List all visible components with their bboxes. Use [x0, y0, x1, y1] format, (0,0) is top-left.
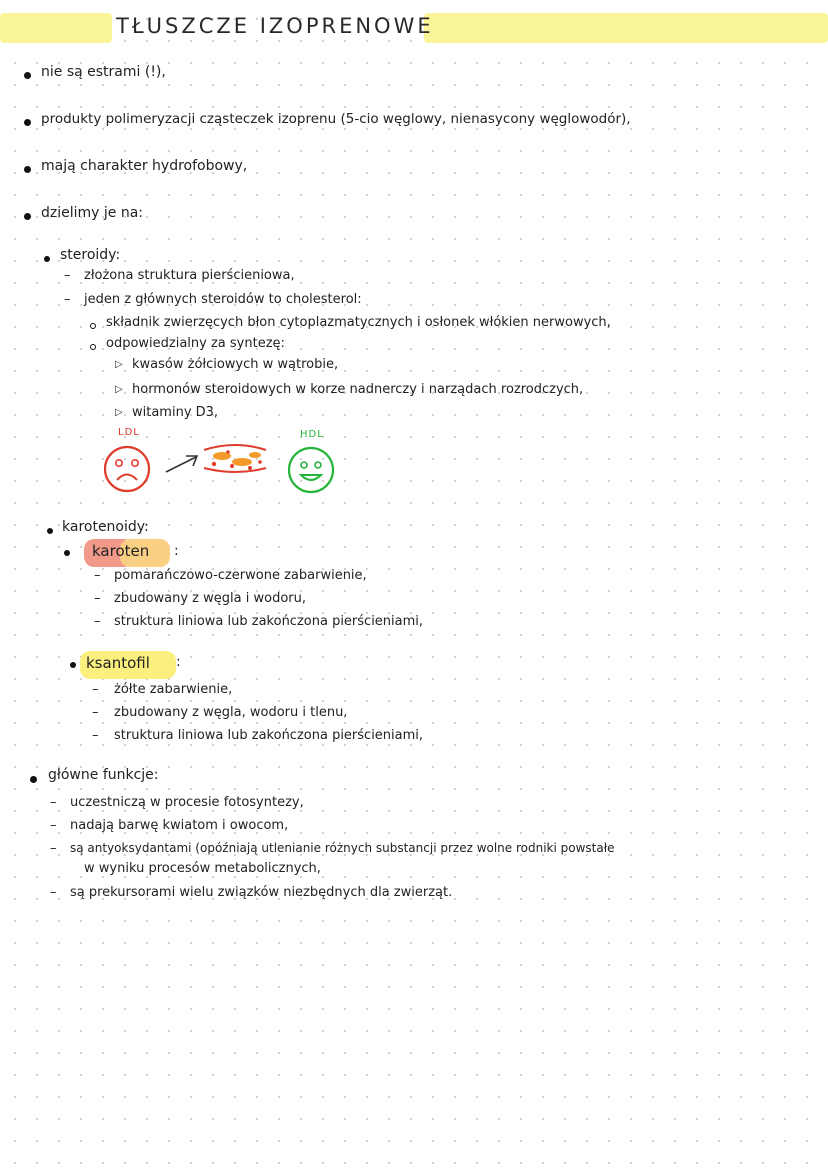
carotenoids-heading: karotenoidy: [62, 519, 149, 535]
dash: – [50, 818, 57, 833]
karoten-composition: zbudowany z węgla i wodoru, [114, 591, 306, 606]
title-highlight-right [424, 13, 828, 43]
function-photosynthesis: uczestniczą w procesie fotosyntezy, [70, 795, 304, 810]
triangle-bullet-icon: ▷ [115, 384, 123, 395]
bullet-dot [64, 550, 70, 556]
triangle-bullet-icon: ▷ [115, 359, 123, 370]
karoten-structure: struktura liniowa lub zakończona pierścieniami, [114, 614, 424, 629]
function-antioxidants-cont: w wyniku procesów metabolicznych, [84, 861, 321, 876]
bullet-isoprene-polymerization: produkty polimeryzacji cząsteczek izoprenu (5-cio węglowy, nienasycony węglowodór), [41, 111, 631, 127]
bullet-dot [24, 119, 31, 126]
dash: – [92, 705, 99, 720]
clogged-artery-icon [200, 442, 270, 476]
dash: – [94, 614, 101, 629]
steroids-ring-structure: złożona struktura pierścieniowa, [84, 268, 295, 283]
function-color: nadają barwę kwiatom i owocom, [70, 818, 289, 833]
triangle-bullet-icon: ▷ [115, 407, 123, 418]
synthesis-bile-acids: kwasów żółciowych w wątrobie, [132, 357, 339, 372]
dash: – [50, 885, 57, 900]
karoten-color: pomarańczowo-czerwone zabarwienie, [114, 568, 367, 583]
dash: – [94, 591, 101, 606]
happy-face-icon [286, 445, 336, 495]
synthesis-vitamin-d3: witaminy D3, [132, 405, 219, 420]
functions-heading: główne funkcje: [48, 767, 159, 783]
dash: – [64, 292, 71, 307]
dash: – [50, 795, 57, 810]
bullet-dot [24, 72, 31, 79]
steroids-cholesterol: jeden z głównych steroidów to cholesterol: [84, 292, 362, 307]
bullet-dot [70, 662, 76, 668]
bullet-dot [30, 776, 37, 783]
bullet-dot [24, 213, 31, 220]
dash: – [92, 682, 99, 697]
title-highlight-left [0, 13, 112, 43]
bullet-hydrophobic: mają charakter hydrofobowy, [41, 158, 248, 174]
dash: – [94, 568, 101, 583]
bullet-dot [47, 528, 53, 534]
karoten-colon: : [174, 543, 179, 559]
hdl-label: HDL [300, 429, 324, 440]
function-antioxidants: są antyoksydantami (opóźniają utlenianie różnych substancji przez wolne rodniki powstałe [70, 841, 615, 855]
karoten-name: karoten [92, 542, 150, 560]
ldl-label: LDL [118, 427, 140, 438]
ring-bullet [90, 323, 96, 329]
dash: – [64, 268, 71, 283]
dash: – [92, 728, 99, 743]
bullet-divided-into: dzielimy je na: [41, 205, 144, 221]
ring-bullet [90, 344, 96, 350]
ksantofil-name: ksantofil [86, 654, 150, 672]
bullet-dot [24, 166, 31, 173]
sad-face-icon [102, 444, 152, 494]
arrow-icon [162, 452, 202, 476]
steroids-heading: steroidy: [60, 247, 121, 263]
synthesis-steroid-hormones: hormonów steroidowych w korze nadnerczy i narządach rozrodczych, [132, 382, 584, 397]
ksantofil-structure: struktura liniowa lub zakończona pierścieniami, [114, 728, 424, 743]
ksantofil-colon: : [176, 654, 181, 670]
bullet-dot [44, 256, 50, 262]
dash: – [50, 841, 57, 856]
ksantofil-color: żółte zabarwienie, [114, 682, 233, 697]
cholesterol-synthesis: odpowiedzialny za syntezę: [106, 336, 285, 351]
page-title: TŁUSZCZE IZOPRENOWE [116, 14, 434, 38]
cholesterol-membranes: składnik zwierzęcych błon cytoplazmatycznych i osłonek włókien nerwowych, [106, 315, 611, 330]
ksantofil-composition: zbudowany z węgla, wodoru i tlenu, [114, 705, 348, 720]
function-precursors: są prekursorami wielu związków niezbędnych dla zwierząt. [70, 885, 453, 900]
bullet-not-esters: nie są estrami (!), [41, 64, 166, 80]
